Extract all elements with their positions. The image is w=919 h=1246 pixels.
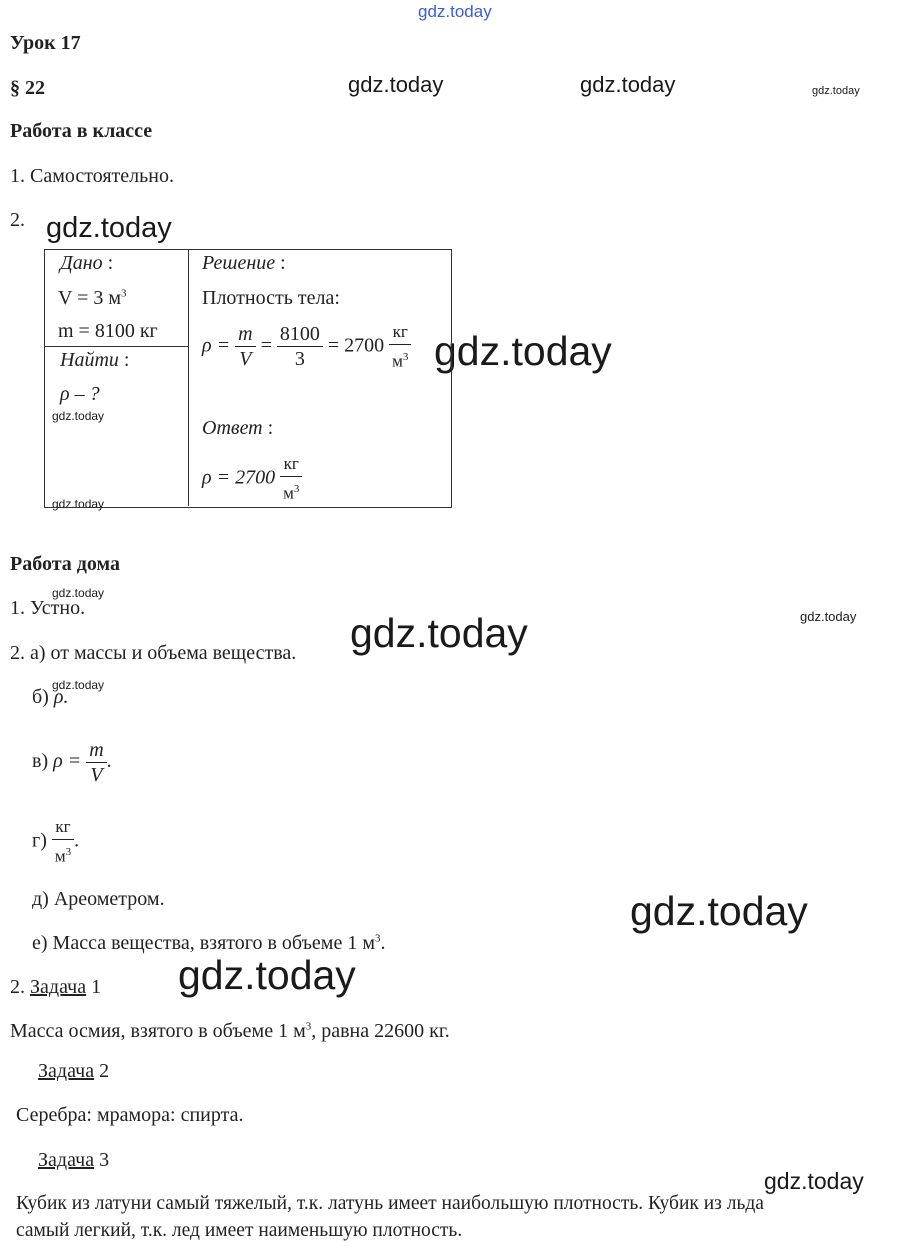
given-label: [60, 252, 113, 275]
homework-item-2b: [32, 686, 68, 709]
task-number: 1: [91, 976, 102, 998]
item-value: ρ.: [53, 686, 69, 708]
watermark: gdz.today: [800, 609, 857, 624]
classwork-item-1: 1. Самостоятельно.: [10, 165, 174, 187]
density-formula: [202, 320, 411, 374]
task-1-heading: [10, 976, 101, 999]
fraction-numerator: m: [86, 738, 106, 763]
unit-exponent: 3: [293, 483, 300, 495]
item-letter: г): [32, 829, 47, 852]
answer-value: ρ = 2700: [202, 466, 276, 489]
task-word: Задача: [30, 976, 87, 998]
task-text: Масса осмия, взятого в объеме 1 м: [10, 1020, 306, 1042]
unit-denominator: [280, 477, 302, 506]
find-label: [60, 349, 129, 372]
watermark: gdz.today: [46, 212, 172, 244]
task-3-answer-line-2: самый легкий, т.к. лед имеет наименьшую плотность.: [16, 1220, 463, 1241]
unit-m: м: [283, 483, 294, 503]
given-label-text: Дано: [60, 252, 103, 274]
task-prefix: 2.: [10, 976, 25, 998]
fraction-m-over-V: [235, 322, 255, 371]
fraction-denominator: V: [90, 764, 103, 786]
fraction-m-over-V: [86, 738, 106, 787]
homework-heading: Работа дома: [10, 553, 120, 575]
lesson-title: Урок 17: [10, 32, 81, 54]
volume-exponent: 3: [121, 287, 127, 300]
task-word: Задача: [38, 1060, 95, 1082]
homework-item-2d: д) Ареометром.: [32, 888, 165, 910]
watermark: gdz.today: [52, 678, 105, 692]
watermark: gdz.today: [348, 72, 444, 97]
unit-denominator: [52, 840, 74, 869]
item-letter: в): [32, 750, 49, 773]
density-text: Плотность тела:: [202, 287, 340, 309]
given-mass: m = 8100 кг: [58, 320, 158, 342]
volume-text: V = 3 м: [58, 287, 122, 309]
watermark: gdz.today: [764, 1168, 864, 1194]
answer-formula: [202, 452, 302, 506]
answer-colon: :: [267, 417, 274, 439]
task-3-heading: [38, 1149, 109, 1172]
item-text: е) Масса вещества, взятого в объеме 1 м: [32, 932, 375, 954]
solution-colon: :: [280, 252, 286, 274]
homework-item-1: 1. Устно.: [10, 597, 86, 619]
watermark: gdz.today: [434, 328, 612, 374]
answer-unit: [280, 452, 302, 506]
table-divider-horizontal: [44, 346, 188, 347]
task-number: 3: [99, 1149, 110, 1171]
classwork-heading: Работа в классе: [10, 120, 153, 142]
unit-m: м: [392, 351, 403, 371]
unit-m: м: [54, 846, 66, 866]
answer-label: [202, 417, 273, 440]
unit-kg-per-m3: [389, 320, 411, 374]
paragraph-number: § 22: [10, 77, 45, 99]
homework-item-2v: [32, 738, 112, 787]
result-value: = 2700: [327, 334, 385, 357]
item-letter: б): [32, 686, 49, 708]
task-number: 2: [99, 1060, 110, 1082]
fraction-8100-over-3: [277, 322, 323, 371]
solution-label-text: Решение: [202, 252, 276, 274]
watermark: gdz.today: [418, 2, 492, 21]
classwork-item-2-number: 2.: [10, 209, 25, 231]
fraction-numerator: 8100: [277, 322, 323, 347]
unit-numerator: кг: [52, 815, 74, 840]
period: .: [74, 829, 80, 852]
task-2-heading: [38, 1060, 109, 1083]
unit-numerator: кг: [280, 452, 302, 477]
task-text-end: , равна 22600 кг.: [311, 1020, 450, 1042]
unit-exponent: 3: [402, 351, 409, 363]
fraction-denominator: 3: [294, 348, 305, 371]
watermark: gdz.today: [52, 497, 105, 511]
find-colon: :: [123, 349, 130, 371]
watermark: gdz.today: [52, 409, 105, 423]
equals-sign: =: [260, 334, 272, 357]
homework-item-2a: 2. а) от массы и объема вещества.: [10, 642, 297, 664]
table-divider-vertical: [188, 249, 189, 506]
watermark: gdz.today: [630, 888, 808, 934]
find-label-text: Найти: [60, 349, 119, 371]
given-volume: [58, 287, 127, 310]
watermark: gdz.today: [580, 72, 676, 97]
unit-kg-per-m3: [52, 815, 74, 869]
task-2-answer: Серебра: мрамора: спирта.: [16, 1104, 244, 1126]
fraction-numerator: m: [235, 322, 255, 347]
task-1-answer: [10, 1020, 450, 1043]
given-colon: :: [107, 252, 114, 274]
unit-denominator: [389, 345, 411, 374]
solution-label: [202, 252, 286, 275]
exponent: 3: [305, 1020, 312, 1033]
unit-numerator: кг: [389, 320, 411, 345]
answer-label-text: Ответ: [202, 417, 263, 439]
task-3-answer-line-1: Кубик из латуни самый тяжелый, т.к. латунь имеет наибольшую плотность. Кубик из льда: [16, 1193, 764, 1214]
exponent: 3: [374, 932, 381, 945]
formula-rho: ρ =: [53, 750, 82, 773]
homework-item-2e: [32, 932, 385, 955]
unit-exponent: 3: [65, 846, 72, 858]
watermark: gdz.today: [812, 85, 860, 97]
task-word: Задача: [38, 1149, 95, 1171]
fraction-denominator: V: [239, 348, 252, 371]
period: .: [380, 932, 386, 954]
formula-rho: ρ =: [202, 334, 231, 357]
watermark: gdz.today: [350, 610, 528, 656]
period: .: [106, 750, 112, 773]
homework-item-2g: [32, 815, 79, 869]
find-value: ρ – ?: [60, 383, 100, 405]
watermark: gdz.today: [52, 586, 105, 600]
watermark: gdz.today: [178, 952, 356, 998]
